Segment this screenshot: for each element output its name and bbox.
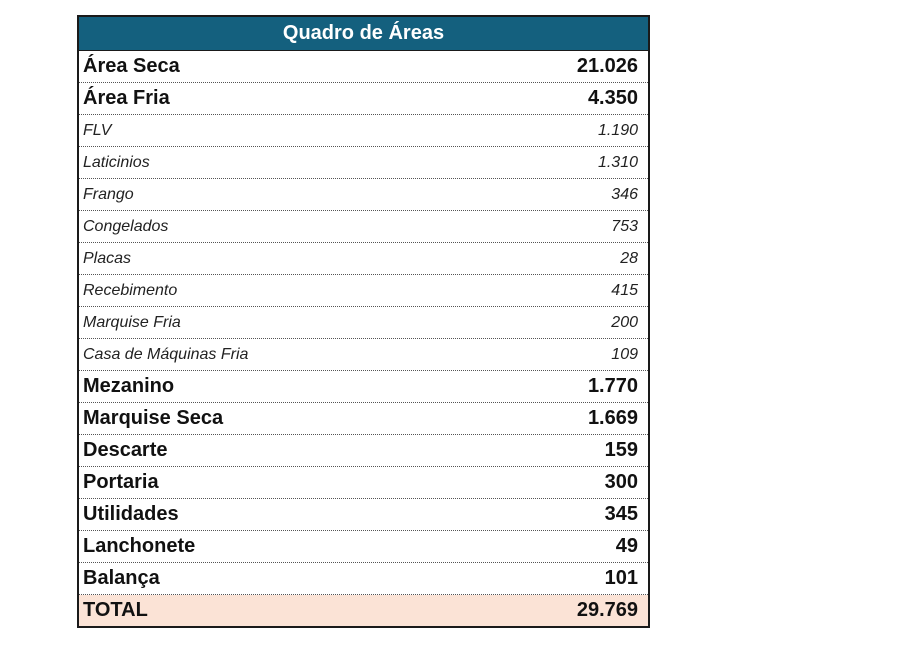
row-value: 200 [611, 313, 638, 331]
row-label: Congelados [83, 217, 169, 235]
row-value: 4.350 [587, 87, 638, 109]
table-row [79, 563, 648, 595]
row-label: Portaria [83, 471, 159, 493]
table-row [79, 147, 648, 179]
areas-table [77, 15, 650, 628]
table-row [79, 435, 648, 467]
row-label: Balança [83, 567, 160, 589]
row-label: Laticinios [83, 153, 150, 171]
table-row [79, 499, 648, 531]
table-row [79, 243, 648, 275]
row-label: Descarte [83, 439, 168, 461]
total-value: 29.769 [576, 599, 638, 621]
row-value: 21.026 [576, 55, 638, 77]
table-row [79, 51, 648, 83]
row-value: 415 [611, 281, 638, 299]
row-value: 1.310 [597, 153, 638, 171]
total-row [79, 595, 648, 626]
row-value: 1.770 [587, 375, 638, 397]
row-label: Área Seca [83, 55, 180, 77]
row-value: 753 [611, 217, 638, 235]
table-row [79, 275, 648, 307]
row-label: Marquise Fria [83, 313, 181, 331]
row-label: Placas [83, 249, 132, 267]
row-value: 159 [604, 439, 638, 461]
table-row [79, 211, 648, 243]
row-label: Mezanino [83, 375, 175, 397]
row-label: Marquise Seca [83, 407, 224, 429]
row-label: Lanchonete [83, 535, 196, 557]
row-value: 1.669 [587, 407, 638, 429]
table-row [79, 179, 648, 211]
row-label: Área Fria [83, 87, 170, 109]
row-value: 109 [611, 345, 638, 363]
table-body [79, 51, 648, 595]
table-title: Quadro de Áreas [79, 17, 648, 51]
total-label: TOTAL [83, 599, 148, 621]
row-value: 345 [604, 503, 638, 525]
row-value: 28 [620, 249, 638, 267]
row-value: 300 [604, 471, 638, 493]
row-value: 346 [611, 185, 638, 203]
table-row [79, 467, 648, 499]
table-row [79, 531, 648, 563]
row-label: Recebimento [83, 281, 178, 299]
row-label: FLV [83, 121, 112, 139]
table-row [79, 83, 648, 115]
table-row [79, 339, 648, 371]
row-value: 101 [604, 567, 638, 589]
table-row [79, 307, 648, 339]
row-value: 49 [615, 535, 638, 557]
row-label: Frango [83, 185, 134, 203]
table-row [79, 403, 648, 435]
row-label: Casa de Máquinas Fria [83, 345, 249, 363]
row-label: Utilidades [83, 503, 179, 525]
row-value: 1.190 [597, 121, 638, 139]
table-row [79, 115, 648, 147]
table-row [79, 371, 648, 403]
